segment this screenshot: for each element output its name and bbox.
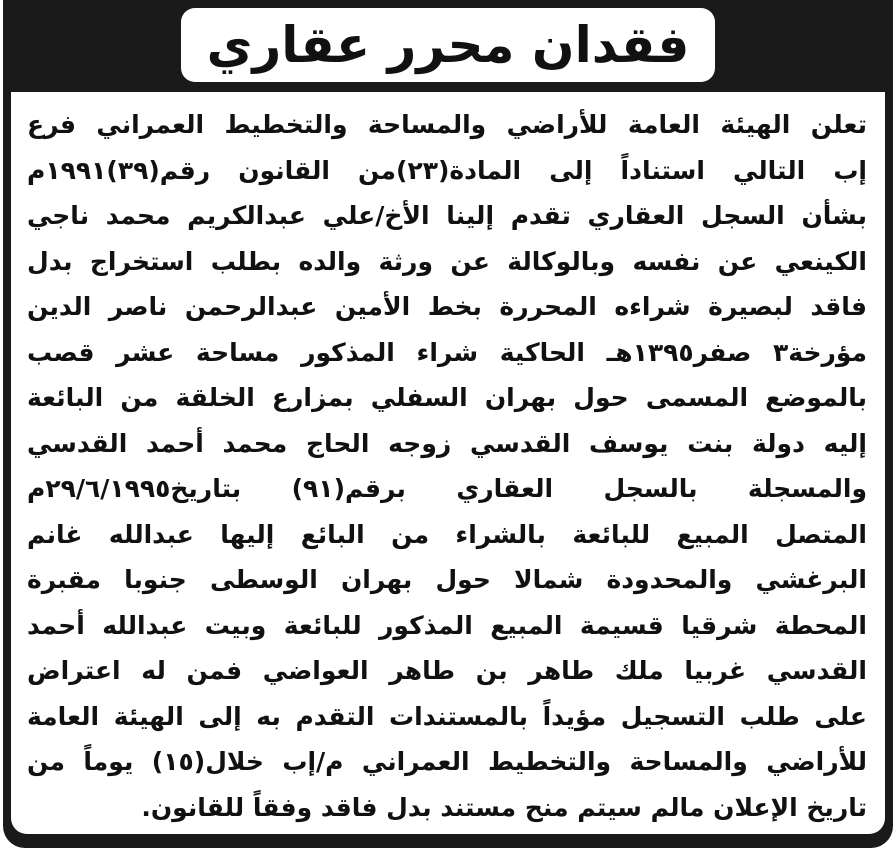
title-box — [181, 8, 716, 82]
notice-line: بشأن السجل العقاري تقدم إلينا الأخ/علي عبدالكريم محمد ناجي — [27, 201, 867, 230]
notice-line: المتصل المبيع للبائعة بالشراء من البائع إليها عبدالله غانم — [27, 519, 867, 549]
notice-title: فقدان محرر عقاري — [206, 16, 690, 74]
notice-line: والمسجلة بالسجل العقاري برقم(٩١) بتاريخ٢٩/٦/١٩٩٥م — [27, 474, 867, 503]
notice-line: الكينعي عن نفسه وبالوكالة عن ورثة والده بطلب استخراج بدل — [27, 246, 867, 276]
header-band — [3, 0, 893, 90]
notice-line: إليه دولة بنت يوسف القدسي زوجه الحاج محمد أحمد القدسي — [27, 428, 867, 458]
notice-line: القدسي غربيا ملك طاهر بن طاهر العواضي فمن له اعتراض — [27, 656, 867, 685]
notice-frame — [3, 0, 893, 848]
notice-line: للأراضي والمساحة والتخطيط العمراني م/إب خلال(١٥) يوماً من — [27, 747, 867, 776]
notice-text — [27, 102, 867, 830]
notice-line: فاقد لبصيرة شراءه المحررة بخط الأمين عبدالرحمن ناصر الدين — [27, 292, 867, 321]
notice-line: إب التالي استناداً إلى المادة(٢٣)من القانون رقم(٣٩)١٩٩١م — [27, 155, 867, 185]
notice-line: المحطة شرقيا قسيمة المبيع المذكور للبائعة وبيت عبدالله أحمد — [27, 610, 867, 640]
notice-line: تعلن الهيئة العامة للأراضي والمساحة والتخطيط العمراني فرع — [27, 110, 867, 139]
notice-line: بالموضع المسمى حول بهران السفلي بمزارع الخلقة من البائعة — [27, 383, 867, 412]
notice-line: تاريخ الإعلان مالم سيتم منح مستند بدل فاقد وفقاً للقانون. — [141, 792, 867, 822]
notice-line: البرغشي والمحدودة شمالا حول بهران الوسطى جنوبا مقبرة — [27, 565, 867, 594]
notice-line: مؤرخة٣ صفر١٣٩٥هـ الحاكية شراء المذكور مساحة عشر قصب — [27, 337, 867, 367]
notice-line: على طلب التسجيل مؤيداً بالمستندات التقدم به إلى الهيئة العامة — [27, 701, 867, 731]
notice-body — [11, 92, 885, 834]
